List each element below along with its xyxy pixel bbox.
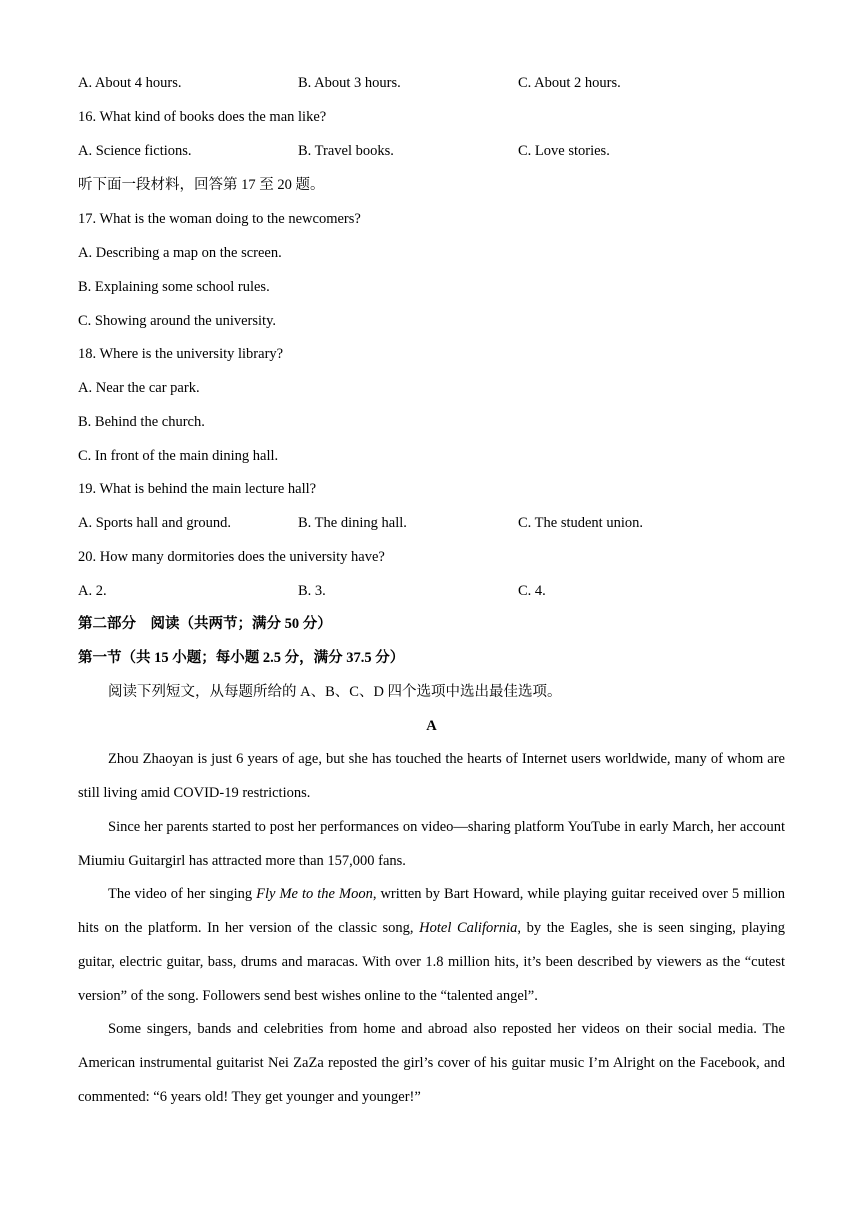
q19-option-b: B. The dining hall. [298, 515, 407, 531]
q16-option-c: C. Love stories. [518, 143, 610, 159]
q17-option-c: C. Showing around the university. [78, 313, 277, 329]
passage-label: A [426, 718, 437, 734]
part2-heading: 第二部分 阅读（共两节；满分 50 分） [78, 616, 332, 632]
p3-text-a: The video of her singing [108, 886, 257, 902]
q18-option-c: C. In front of the main dining hall. [78, 448, 279, 464]
section-instruction: 听下面一段材料，回答第 17 至 20 题。 [78, 177, 325, 193]
q20-option-c: C. 4. [518, 583, 546, 599]
q20-option-b: B. 3. [298, 583, 326, 599]
q16-options [0, 142, 860, 160]
song-title-hotel-california: Hotel California [419, 920, 518, 936]
q19-option-c: C. The student union. [518, 515, 643, 531]
q18-option-a: A. Near the car park. [78, 380, 200, 396]
q17-option-a: A. Describing a map on the screen. [78, 245, 282, 261]
p3-text-c: , by the Eagles, she is seen singing, playing guitar, electric guitar, bass, drums and maracas. With over 1.8 million hits, it’s been described by viewers as the “cutest version” of the song. Followers send best wishes online to the “talented angel”. [78, 920, 785, 1004]
q16-option-a: A. Science fictions. [78, 143, 192, 159]
q15-option-b: B. About 3 hours. [298, 75, 401, 91]
reading-instruction: 阅读下列短文，从每题所给的 A、B、C、D 四个选项中选出最佳选项。 [108, 684, 562, 700]
song-title-fly-me-to-the-moon: Fly Me to the Moon [256, 886, 373, 902]
q19-options [0, 514, 860, 532]
q16-question: 16. What kind of books does the man like? [78, 109, 327, 125]
p3-text-b: , written by Bart Howard, while playing guitar received over 5 million hits on the platform. In her version of the classic song, [78, 886, 785, 936]
q18-question: 18. Where is the university library? [78, 346, 284, 362]
q20-question: 20. How many dormitories does the university have? [78, 549, 385, 565]
q20-options [0, 582, 860, 600]
q18-option-b: B. Behind the church. [78, 414, 205, 430]
q19-question: 19. What is behind the main lecture hall? [78, 481, 317, 497]
q15-option-c: C. About 2 hours. [518, 75, 621, 91]
q20-option-a: A. 2. [78, 583, 107, 599]
passage-paragraph-4: Some singers, bands and celebrities from home and abroad also reposted her videos on their social media. The American instrumental guitarist Nei ZaZa reposted the girl’s cover of his guitar music I’m Alright on the Facebook, and commented: “6 years old! They get younger and younger!” [78, 1021, 785, 1105]
passage-paragraph-3 [78, 877, 785, 1013]
q17-option-b: B. Explaining some school rules. [78, 279, 270, 295]
section1-heading: 第一节（共 15 小题；每小题 2.5 分，满分 37.5 分） [78, 650, 405, 666]
q16-option-b: B. Travel books. [298, 143, 394, 159]
q15-options [0, 74, 860, 92]
q15-option-a: A. About 4 hours. [78, 75, 182, 91]
q17-question: 17. What is the woman doing to the newcomers? [78, 211, 361, 227]
passage-paragraph-2: Since her parents started to post her performances on video—sharing platform YouTube in early March, her account Miumiu Guitargirl has attracted more than 157,000 fans. [78, 819, 785, 869]
passage-paragraph-1: Zhou Zhaoyan is just 6 years of age, but she has touched the hearts of Internet users worldwide, many of whom are still living amid COVID-19 restrictions. [78, 751, 785, 801]
q19-option-a: A. Sports hall and ground. [78, 515, 232, 531]
